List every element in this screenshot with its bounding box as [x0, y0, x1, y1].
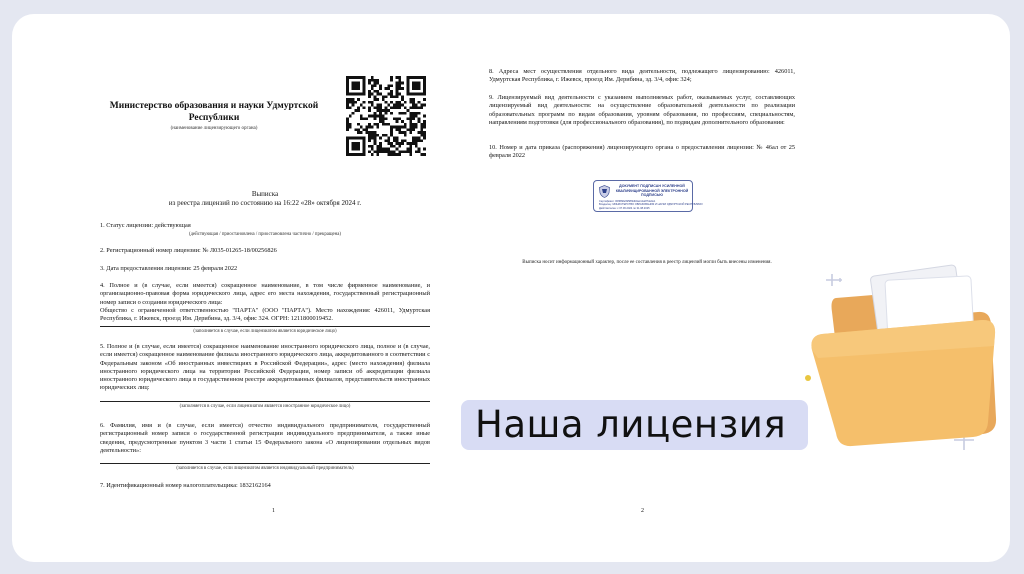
item-5-text: 5. Полное и (в случае, если имеется) сокращенное наименование иностранного юридического лица, полное и (в случае, если имеется) сокращенное наименование филиала иностранного юридического лица, аккредитованного в соответствии с Федеральным законом «Об иностранных инвестициях в Российской Федерации», адрес (место нахождения) филиала иностранного юридического лица на территории Российской Федерации, номер записи об аккредитации филиала иностранного юридического лица в государственном реестре аккредитованных филиалов, представительств иностранных юридических лиц: [100, 343, 430, 392]
license-status [100, 222, 430, 240]
item-4-text: 4. Полное и (в случае, если имеется) сокращенное наименование, в том числе фирменное наименование, и организационно-правовая форма юридического лица, адрес его места нахождения, государственный регистрационный номер записи о создании юридического лица: [100, 282, 430, 306]
fill-line [100, 463, 430, 464]
ministry-caption: (наименование лицензирующего органа) [170, 126, 258, 131]
item-5-caption: (заполняется в случае, если лицензиатом является иностранное юридическое лицо) [179, 403, 351, 409]
issue-date: 3. Дата предоставления лицензии: 25 февраля 2022 [100, 265, 238, 272]
tax-id: 7. Идентификационный номер налогоплательщика: 1832162164 [100, 482, 271, 489]
registration-number: 2. Регистрационный номер лицензии: № Л035-01265-18/00256826 [100, 247, 277, 254]
stamp-title: ДОКУМЕНТ ПОДПИСАН УСИЛЕННОЙ КВАЛИФИЦИРОВАННОЙ ЭЛЕКТРОННОЙ ПОДПИСЬЮ [615, 184, 689, 197]
qr-code-icon [346, 76, 426, 156]
stamp-details [599, 200, 703, 210]
item-9-activity: 9. Лицензируемый вид деятельности с указанием выполняемых работ, оказываемых услуг, составляющих лицензируемый вид деятельности: на осуществление образовательной деятельности по реализации образовательных программ по видам образования, уровням образования, по профессиям, специальностям, направлениям подготовки (для профессионального образования), по подвидам дополнительного образования: [489, 94, 795, 126]
item-6-caption: (заполняется в случае, если лицензиатом является индивидуальный предприниматель) [176, 466, 354, 472]
document-page-2 [477, 14, 795, 562]
item-6-text: 6. Фамилия, имя и (в случае, если имеется) отчество индивидуального предпринимателя, государственный регистрационный номер записи о государственной регистрации индивидуального предпринимателя, а также иные сведения, предусмотренные пунктом 3 части 1 статьи 15 Федерального закона «О лицензировании отдельных видов деятельности»: [100, 422, 430, 454]
issuer-block [100, 100, 328, 131]
ministry-name: Министерство образования и науки Удмуртской Республики [109, 101, 319, 123]
stamp-owner: Владелец: МИНИСТЕРСТВО ОБРАЗОВАНИЯ И НАУКИ УДМУРТСКОЙ РЕСПУБЛИКИ [599, 203, 703, 207]
item-5-foreign-entity [100, 343, 430, 411]
stamp-certificate: Сертификат: 00f389fe6958f2db0ac12a6f7de0e1 [599, 200, 656, 203]
document-page-1 [100, 14, 430, 562]
item-4-value: Общество с ограниченной ответственностью "ПАРТА" (ООО "ПАРТА"). Место нахождения: 426011, Удмуртская Республика, г. Ижевск, проезд Им. Дерибина, зд. 3/4, офис 324. ОГРН: 1211800019452. [100, 306, 430, 323]
electronic-signature-stamp [593, 180, 703, 212]
fill-line [100, 326, 430, 327]
fill-line [100, 401, 430, 402]
page-number-1: 1 [272, 508, 275, 514]
item-4-legal-entity [100, 282, 430, 337]
folder-icon [792, 250, 1004, 450]
license-status-caption: (действующая / приостановлена / приостановлена частично / прекращена) [189, 232, 341, 238]
item-6-entrepreneur [100, 422, 430, 473]
extract-date: из реестра лицензий по состоянию на 16:22 «28» октября 2024 г. [168, 199, 362, 207]
info-note: Выписка носит информационный характер, после ее составления в реестр лицензий могли быть внесены изменения. [522, 260, 772, 265]
extract-heading: Выписка [251, 190, 279, 198]
slide [12, 14, 1010, 562]
coat-of-arms-icon [599, 185, 610, 198]
item-10-order: 10. Номер и дата приказа (распоряжения) лицензирующего органа о предоставлении лицензии: № 46ал от 25 февраля 2022 [489, 144, 795, 160]
item-8-addresses: 8. Адреса мест осуществления отдельного вида деятельности, подлежащего лицензированию: 426011, Удмуртская Республика, г. Ижевск, проезд Им. Дерибина, зд. 3/4, офис 324; [489, 68, 795, 84]
extract-title [140, 190, 390, 208]
license-status-text: 1. Статус лицензии: действующая [100, 222, 191, 229]
license-banner: Наша лицензия [461, 400, 808, 450]
item-4-caption: (заполняется в случае, если лицензиатом является юридическое лицо) [193, 329, 337, 335]
page-number-2: 2 [641, 508, 644, 514]
stamp-validity: Действителен: с 07.06.2024 по 31.08.2025 [599, 206, 650, 210]
